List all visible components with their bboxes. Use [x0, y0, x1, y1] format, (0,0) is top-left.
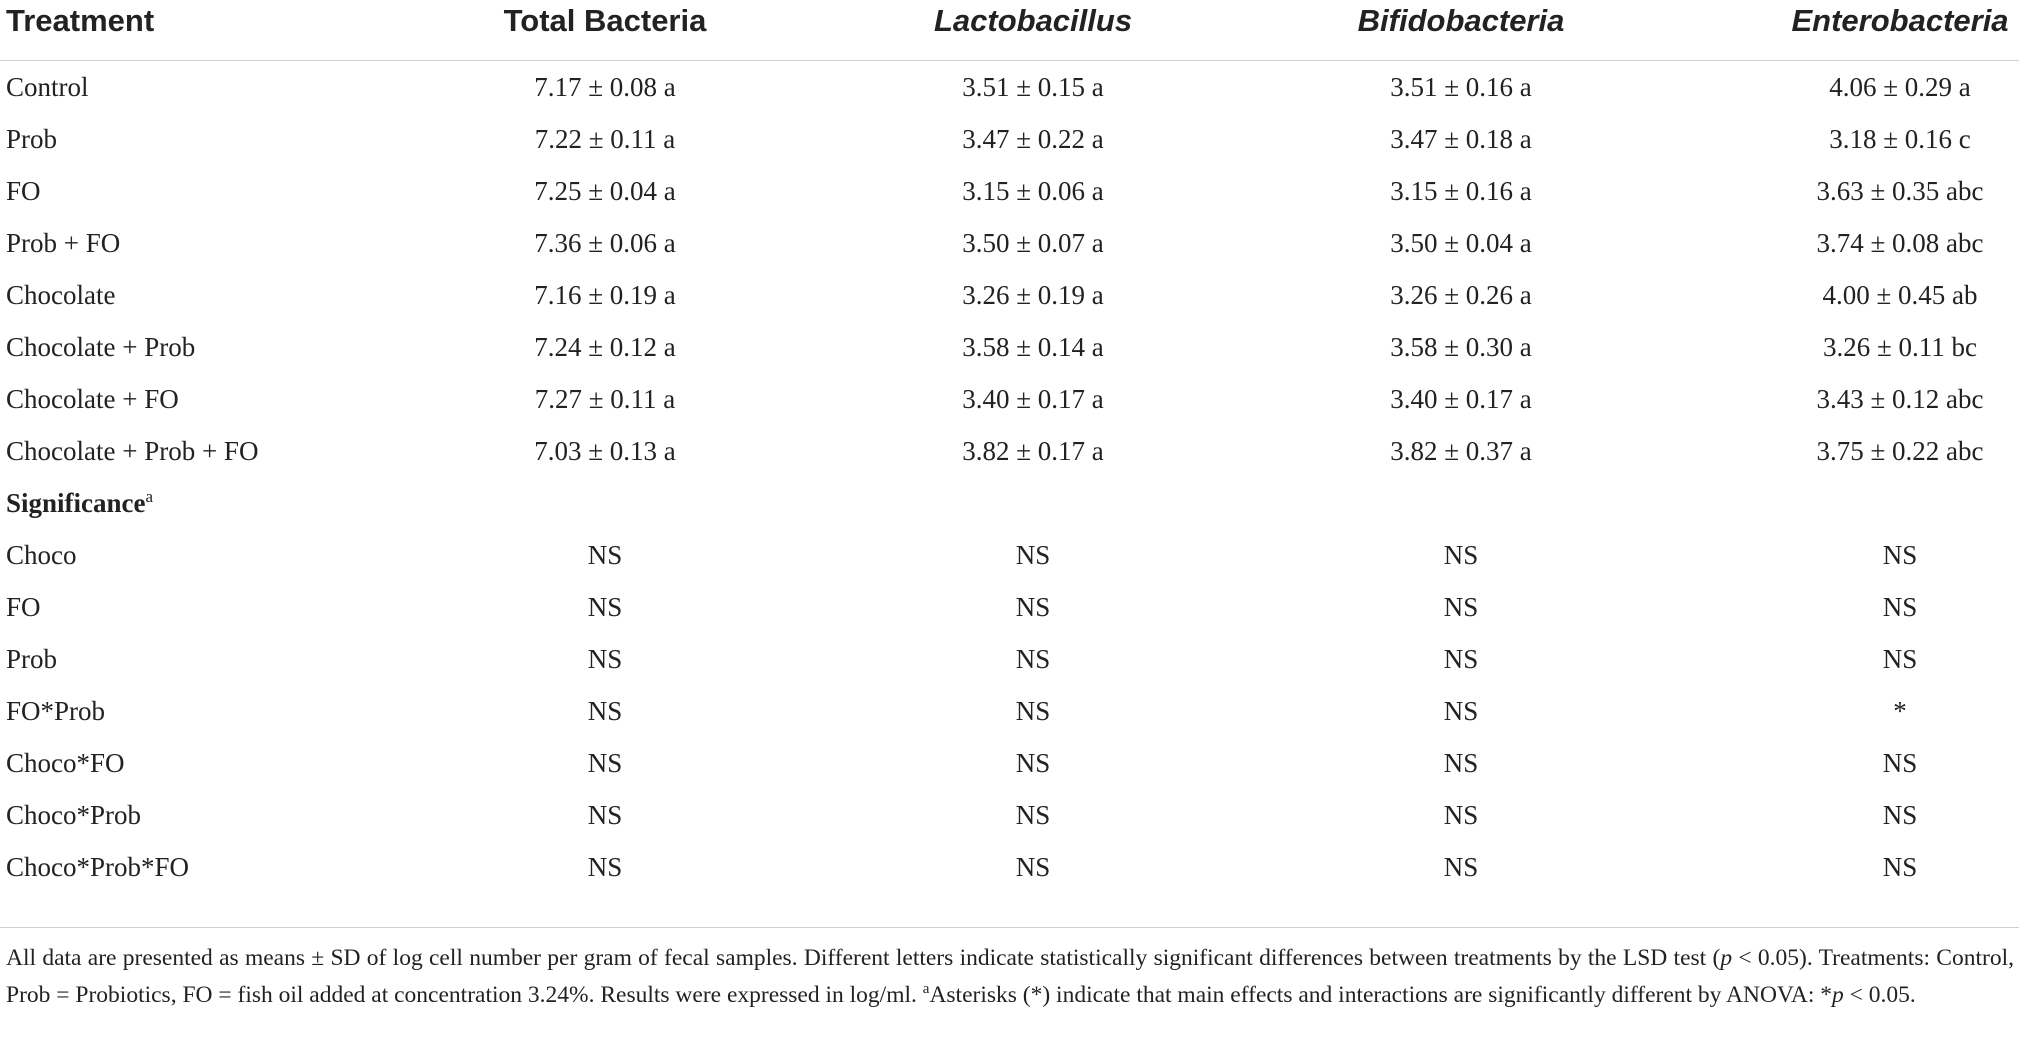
- row-label: FO: [6, 592, 41, 622]
- table-row: Chocolate + Prob 7.24 ± 0.12 a 3.58 ± 0.14 a 3.58 ± 0.30 a 3.26 ± 0.11 bc: [0, 321, 2019, 373]
- row-label: Chocolate + Prob: [6, 332, 196, 362]
- row-label: Choco*FO: [6, 748, 125, 778]
- table-body: [0, 61, 2019, 893]
- table-bottom-rule: [0, 927, 2019, 928]
- row-label: Choco: [6, 540, 77, 570]
- row-label: Prob: [6, 124, 58, 154]
- row-label: Prob: [6, 644, 58, 674]
- table-row: FO 7.25 ± 0.04 a 3.15 ± 0.06 a 3.15 ± 0.16 a 3.63 ± 0.35 abc: [0, 165, 2019, 217]
- significance-row: Choco*FO NS NS NS NS: [0, 737, 2019, 789]
- row-label: Choco*Prob: [6, 800, 141, 830]
- significance-row: Choco*Prob NS NS NS NS: [0, 789, 2019, 841]
- table-row: Prob + FO 7.36 ± 0.06 a 3.50 ± 0.07 a 3.50 ± 0.04 a 3.74 ± 0.08 abc: [0, 217, 2019, 269]
- row-label: Chocolate + FO: [6, 384, 179, 414]
- row-label: Chocolate: [6, 280, 116, 310]
- table-row: Chocolate + Prob + FO 7.03 ± 0.13 a 3.82 ± 0.17 a 3.82 ± 0.37 a 3.75 ± 0.22 abc: [0, 425, 2019, 477]
- row-label: Choco*Prob*FO: [6, 852, 190, 882]
- significance-label: Significance$^a$: [6, 487, 154, 518]
- significance-row: Prob NS NS NS NS: [0, 633, 2019, 685]
- table-row: Prob 7.22 ± 0.11 a 3.47 ± 0.22 a 3.47 ± 0.18 a 3.18 ± 0.16 c: [0, 113, 2019, 165]
- row-label: FO*Prob: [6, 696, 106, 726]
- significance-header-row: [0, 477, 2019, 529]
- table-row: Chocolate + FO 7.27 ± 0.11 a 3.40 ± 0.17 a 3.40 ± 0.17 a 3.43 ± 0.12 abc: [0, 373, 2019, 425]
- row-label: Prob + FO: [6, 228, 121, 258]
- row-label: Control: [6, 72, 89, 102]
- significance-row: FO*Prob NS NS NS *: [0, 685, 2019, 737]
- header-treatment: Treatment: [6, 3, 155, 38]
- row-label: FO: [6, 176, 41, 206]
- significance-row: FO NS NS NS NS: [0, 581, 2019, 633]
- table-row: Chocolate 7.16 ± 0.19 a 3.26 ± 0.19 a 3.26 ± 0.26 a 4.00 ± 0.45 ab: [0, 269, 2019, 321]
- table-row: Control 7.17 ± 0.08 a 3.51 ± 0.15 a 3.51 ± 0.16 a 4.06 ± 0.29 a: [0, 61, 2019, 113]
- significance-row: Choco*Prob*FO NS NS NS NS: [0, 841, 2019, 893]
- table-header-row: Treatment Total Bacteria Lactobacillus Bifidobacteria Enterobacteria: [0, 0, 2019, 61]
- row-label: Chocolate + Prob + FO: [6, 436, 259, 466]
- significance-row: Choco NS NS NS NS: [0, 529, 2019, 581]
- table-footnote: All data are presented as means ± SD of log cell number per gram of fecal samples. Different letters indicate statistically significant differences between treatments by the LSD test (p < 0.05). Treatments: Control, Prob = Probiotics, FO = fish oil added at concentration 3.24%. Results were expressed in log/ml. $^a$Asterisks (*) indicate that main effects and interactions are significantly different by ANOVA: *p < 0.05.: [6, 945, 2014, 1008]
